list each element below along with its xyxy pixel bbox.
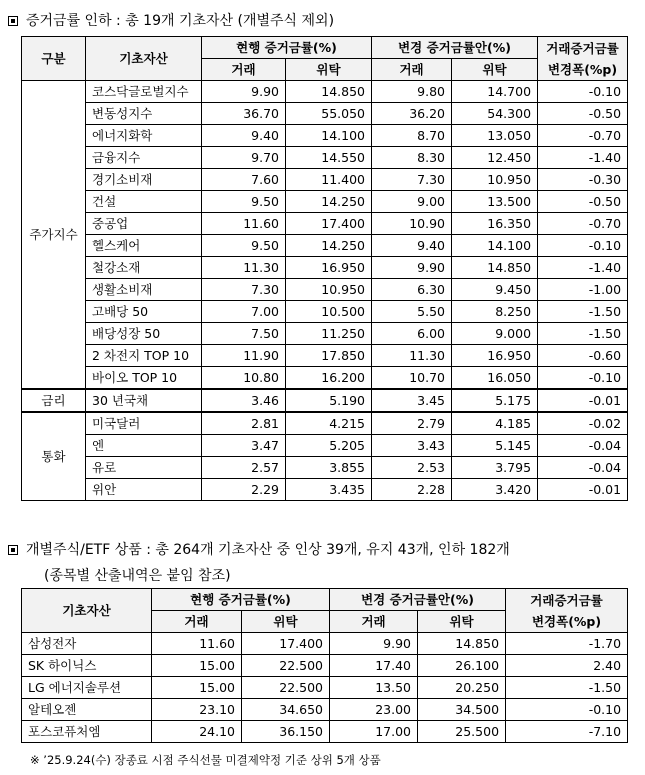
cell-value: 54.300 bbox=[452, 103, 538, 125]
section1-title-text: 증거금률 인하 : 총 19개 기초자산 (개별주식 제외) bbox=[26, 13, 335, 29]
table-row bbox=[22, 457, 628, 479]
asset-name: 알테오젠 bbox=[22, 699, 152, 721]
cell-value: -1.50 bbox=[538, 323, 628, 345]
cell-value: -7.10 bbox=[506, 721, 628, 743]
cell-value: 9.40 bbox=[202, 125, 286, 147]
cell-value: 9.50 bbox=[202, 235, 286, 257]
cell-value: 14.850 bbox=[286, 81, 372, 103]
cell-value: 9.40 bbox=[372, 235, 452, 257]
table-row bbox=[22, 389, 628, 412]
cell-value: 6.00 bbox=[372, 323, 452, 345]
cell-value: 2.53 bbox=[372, 457, 452, 479]
cell-value: 12.450 bbox=[452, 147, 538, 169]
cell-value: 10.500 bbox=[286, 301, 372, 323]
cell-value: -0.10 bbox=[538, 81, 628, 103]
cell-value: -0.60 bbox=[538, 345, 628, 367]
asset-name: 유로 bbox=[86, 457, 202, 479]
cell-value: 17.40 bbox=[330, 655, 418, 677]
cell-value: 23.00 bbox=[330, 699, 418, 721]
table-row bbox=[22, 323, 628, 345]
header2-changed-trust: 위탁 bbox=[418, 611, 506, 633]
asset-name: 생활소비재 bbox=[86, 279, 202, 301]
cell-value: -0.01 bbox=[538, 389, 628, 412]
cell-value: 10.70 bbox=[372, 367, 452, 390]
cell-value: 9.00 bbox=[372, 191, 452, 213]
table-row bbox=[22, 103, 628, 125]
cell-value: 2.40 bbox=[506, 655, 628, 677]
asset-name: 경기소비재 bbox=[86, 169, 202, 191]
cell-value: 9.000 bbox=[452, 323, 538, 345]
cell-value: 14.250 bbox=[286, 191, 372, 213]
header-delta bbox=[538, 37, 628, 81]
cell-value: -0.70 bbox=[538, 125, 628, 147]
table-row bbox=[22, 169, 628, 191]
cell-value: 22.500 bbox=[242, 655, 330, 677]
table-row bbox=[22, 677, 628, 699]
header-changed-trade: 거래 bbox=[372, 59, 452, 81]
asset-name: 위안 bbox=[86, 479, 202, 501]
cell-value: 10.90 bbox=[372, 213, 452, 235]
header2-delta-line2: 변경폭(%p) bbox=[531, 613, 602, 629]
cell-value: 14.850 bbox=[418, 633, 506, 655]
cell-value: 14.100 bbox=[452, 235, 538, 257]
cell-value: 6.30 bbox=[372, 279, 452, 301]
asset-name: LG 에너지솔루션 bbox=[22, 677, 152, 699]
table-row bbox=[22, 279, 628, 301]
cell-value: 36.70 bbox=[202, 103, 286, 125]
cell-value: 10.80 bbox=[202, 367, 286, 390]
header2-current: 현행 증거금률(%) bbox=[152, 589, 330, 611]
asset-name: 2 차전지 TOP 10 bbox=[86, 345, 202, 367]
cell-value: 15.00 bbox=[152, 655, 242, 677]
table-row bbox=[22, 125, 628, 147]
cell-value: 34.500 bbox=[418, 699, 506, 721]
cell-value: -0.50 bbox=[538, 103, 628, 125]
cell-value: 3.43 bbox=[372, 435, 452, 457]
asset-name: 헬스케어 bbox=[86, 235, 202, 257]
table-row bbox=[22, 213, 628, 235]
table-row bbox=[22, 479, 628, 501]
header-group: 구분 bbox=[22, 37, 86, 81]
asset-name: 엔 bbox=[86, 435, 202, 457]
asset-name: 금융지수 bbox=[86, 147, 202, 169]
table-row bbox=[22, 191, 628, 213]
table-row bbox=[22, 257, 628, 279]
cell-value: 25.500 bbox=[418, 721, 506, 743]
cell-value: 11.60 bbox=[152, 633, 242, 655]
cell-value: 36.20 bbox=[372, 103, 452, 125]
cell-value: 3.795 bbox=[452, 457, 538, 479]
cell-value: 2.81 bbox=[202, 412, 286, 435]
cell-value: 34.650 bbox=[242, 699, 330, 721]
asset-name: 코스닥글로벌지수 bbox=[86, 81, 202, 103]
cell-value: 11.30 bbox=[202, 257, 286, 279]
cell-value: -0.04 bbox=[538, 457, 628, 479]
header2-asset: 기초자산 bbox=[22, 589, 152, 633]
cell-value: -1.40 bbox=[538, 147, 628, 169]
cell-value: 3.45 bbox=[372, 389, 452, 412]
table-row bbox=[22, 367, 628, 390]
section2-subtitle: (종목별 산출내역은 붙임 참조) bbox=[44, 568, 231, 584]
cell-value: -0.10 bbox=[538, 367, 628, 390]
cell-value: 11.30 bbox=[372, 345, 452, 367]
cell-value: -0.10 bbox=[506, 699, 628, 721]
cell-value: 17.850 bbox=[286, 345, 372, 367]
cell-value: 11.400 bbox=[286, 169, 372, 191]
cell-value: -1.50 bbox=[506, 677, 628, 699]
table-row bbox=[22, 301, 628, 323]
cell-value: 2.28 bbox=[372, 479, 452, 501]
cell-value: 7.30 bbox=[372, 169, 452, 191]
cell-value: 17.400 bbox=[242, 633, 330, 655]
cell-value: 7.30 bbox=[202, 279, 286, 301]
section2-title bbox=[8, 539, 510, 559]
cell-value: 14.100 bbox=[286, 125, 372, 147]
header2-changed: 변경 증거금률안(%) bbox=[330, 589, 506, 611]
asset-name: 미국달러 bbox=[86, 412, 202, 435]
asset-name: 포스코퓨처엠 bbox=[22, 721, 152, 743]
cell-value: 3.46 bbox=[202, 389, 286, 412]
cell-value: 2.79 bbox=[372, 412, 452, 435]
asset-name: 삼성전자 bbox=[22, 633, 152, 655]
cell-value: -0.30 bbox=[538, 169, 628, 191]
cell-value: 9.70 bbox=[202, 147, 286, 169]
table-row bbox=[22, 633, 628, 655]
cell-value: 9.50 bbox=[202, 191, 286, 213]
cell-value: 24.10 bbox=[152, 721, 242, 743]
cell-value: 17.00 bbox=[330, 721, 418, 743]
stock-etf-table-body bbox=[22, 633, 628, 743]
square-bullet-icon bbox=[8, 16, 18, 26]
table-row bbox=[22, 235, 628, 257]
section1-title bbox=[8, 10, 334, 30]
table-row bbox=[22, 435, 628, 457]
table-row bbox=[22, 699, 628, 721]
cell-value: 5.50 bbox=[372, 301, 452, 323]
margin-cut-table-body bbox=[22, 81, 628, 501]
cell-value: 14.850 bbox=[452, 257, 538, 279]
cell-value: 9.90 bbox=[330, 633, 418, 655]
cell-value: 7.60 bbox=[202, 169, 286, 191]
cell-value: 15.00 bbox=[152, 677, 242, 699]
cell-value: 23.10 bbox=[152, 699, 242, 721]
cell-value: -1.70 bbox=[506, 633, 628, 655]
header-current: 현행 증거금률(%) bbox=[202, 37, 372, 59]
asset-name: 바이오 TOP 10 bbox=[86, 367, 202, 390]
cell-value: -1.40 bbox=[538, 257, 628, 279]
cell-value: 14.250 bbox=[286, 235, 372, 257]
cell-value: 5.175 bbox=[452, 389, 538, 412]
cell-value: 26.100 bbox=[418, 655, 506, 677]
cell-value: 7.50 bbox=[202, 323, 286, 345]
header2-delta bbox=[506, 589, 628, 633]
group-label: 통화 bbox=[22, 412, 86, 501]
asset-name: 30 년국채 bbox=[86, 389, 202, 412]
cell-value: 11.60 bbox=[202, 213, 286, 235]
cell-value: 8.250 bbox=[452, 301, 538, 323]
cell-value: 13.050 bbox=[452, 125, 538, 147]
header-current-trust: 위탁 bbox=[286, 59, 372, 81]
table-row bbox=[22, 81, 628, 103]
footnote: ※ ’25.9.24(수) 장종료 시점 주식선물 미결제약정 기준 상위 5개 상품 bbox=[30, 753, 381, 767]
stock-etf-table bbox=[21, 588, 628, 743]
cell-value: 3.420 bbox=[452, 479, 538, 501]
cell-value: 10.950 bbox=[452, 169, 538, 191]
asset-name: 건설 bbox=[86, 191, 202, 213]
table-row bbox=[22, 147, 628, 169]
header-asset: 기초자산 bbox=[86, 37, 202, 81]
asset-name: 고배당 50 bbox=[86, 301, 202, 323]
header-delta-line2: 변경폭(%p) bbox=[547, 61, 618, 77]
cell-value: 14.550 bbox=[286, 147, 372, 169]
asset-name: 변동성지수 bbox=[86, 103, 202, 125]
cell-value: 5.205 bbox=[286, 435, 372, 457]
cell-value: 5.145 bbox=[452, 435, 538, 457]
cell-value: -0.50 bbox=[538, 191, 628, 213]
cell-value: -0.70 bbox=[538, 213, 628, 235]
cell-value: 17.400 bbox=[286, 213, 372, 235]
cell-value: 3.435 bbox=[286, 479, 372, 501]
cell-value: -0.10 bbox=[538, 235, 628, 257]
header-current-trade: 거래 bbox=[202, 59, 286, 81]
cell-value: 16.200 bbox=[286, 367, 372, 390]
cell-value: 9.80 bbox=[372, 81, 452, 103]
group-label: 금리 bbox=[22, 389, 86, 412]
table-row bbox=[22, 655, 628, 677]
table-row bbox=[22, 721, 628, 743]
cell-value: 36.150 bbox=[242, 721, 330, 743]
square-bullet-icon bbox=[8, 545, 18, 555]
cell-value: 2.57 bbox=[202, 457, 286, 479]
asset-name: 에너지화학 bbox=[86, 125, 202, 147]
cell-value: -1.50 bbox=[538, 301, 628, 323]
cell-value: 2.29 bbox=[202, 479, 286, 501]
cell-value: 9.90 bbox=[202, 81, 286, 103]
cell-value: 14.700 bbox=[452, 81, 538, 103]
cell-value: -0.04 bbox=[538, 435, 628, 457]
cell-value: 20.250 bbox=[418, 677, 506, 699]
cell-value: 9.90 bbox=[372, 257, 452, 279]
header2-current-trust: 위탁 bbox=[242, 611, 330, 633]
margin-cut-table bbox=[21, 36, 628, 501]
cell-value: 13.500 bbox=[452, 191, 538, 213]
group-label: 주가지수 bbox=[22, 81, 86, 390]
cell-value: 22.500 bbox=[242, 677, 330, 699]
cell-value: 4.185 bbox=[452, 412, 538, 435]
header2-changed-trade: 거래 bbox=[330, 611, 418, 633]
table-row bbox=[22, 412, 628, 435]
cell-value: 4.215 bbox=[286, 412, 372, 435]
cell-value: -0.02 bbox=[538, 412, 628, 435]
cell-value: 13.50 bbox=[330, 677, 418, 699]
cell-value: 16.050 bbox=[452, 367, 538, 390]
cell-value: 5.190 bbox=[286, 389, 372, 412]
cell-value: 16.950 bbox=[452, 345, 538, 367]
header-changed: 변경 증거금률안(%) bbox=[372, 37, 538, 59]
cell-value: 16.950 bbox=[286, 257, 372, 279]
asset-name: 배당성장 50 bbox=[86, 323, 202, 345]
cell-value: 16.350 bbox=[452, 213, 538, 235]
asset-name: 중공업 bbox=[86, 213, 202, 235]
cell-value: -0.01 bbox=[538, 479, 628, 501]
header2-current-trade: 거래 bbox=[152, 611, 242, 633]
cell-value: 55.050 bbox=[286, 103, 372, 125]
cell-value: 7.00 bbox=[202, 301, 286, 323]
section2-title-text: 개별주식/ETF 상품 : 총 264개 기초자산 중 인상 39개, 유지 43개, 인하 182개 bbox=[26, 542, 510, 558]
cell-value: 11.250 bbox=[286, 323, 372, 345]
cell-value: 8.70 bbox=[372, 125, 452, 147]
cell-value: 10.950 bbox=[286, 279, 372, 301]
table-row bbox=[22, 345, 628, 367]
asset-name: 철강소재 bbox=[86, 257, 202, 279]
cell-value: -1.00 bbox=[538, 279, 628, 301]
cell-value: 8.30 bbox=[372, 147, 452, 169]
cell-value: 3.855 bbox=[286, 457, 372, 479]
cell-value: 3.47 bbox=[202, 435, 286, 457]
asset-name: SK 하이닉스 bbox=[22, 655, 152, 677]
header-delta-line1: 거래증거금률 bbox=[546, 40, 619, 56]
header-changed-trust: 위탁 bbox=[452, 59, 538, 81]
cell-value: 9.450 bbox=[452, 279, 538, 301]
cell-value: 11.90 bbox=[202, 345, 286, 367]
header2-delta-line1: 거래증거금률 bbox=[530, 592, 603, 608]
